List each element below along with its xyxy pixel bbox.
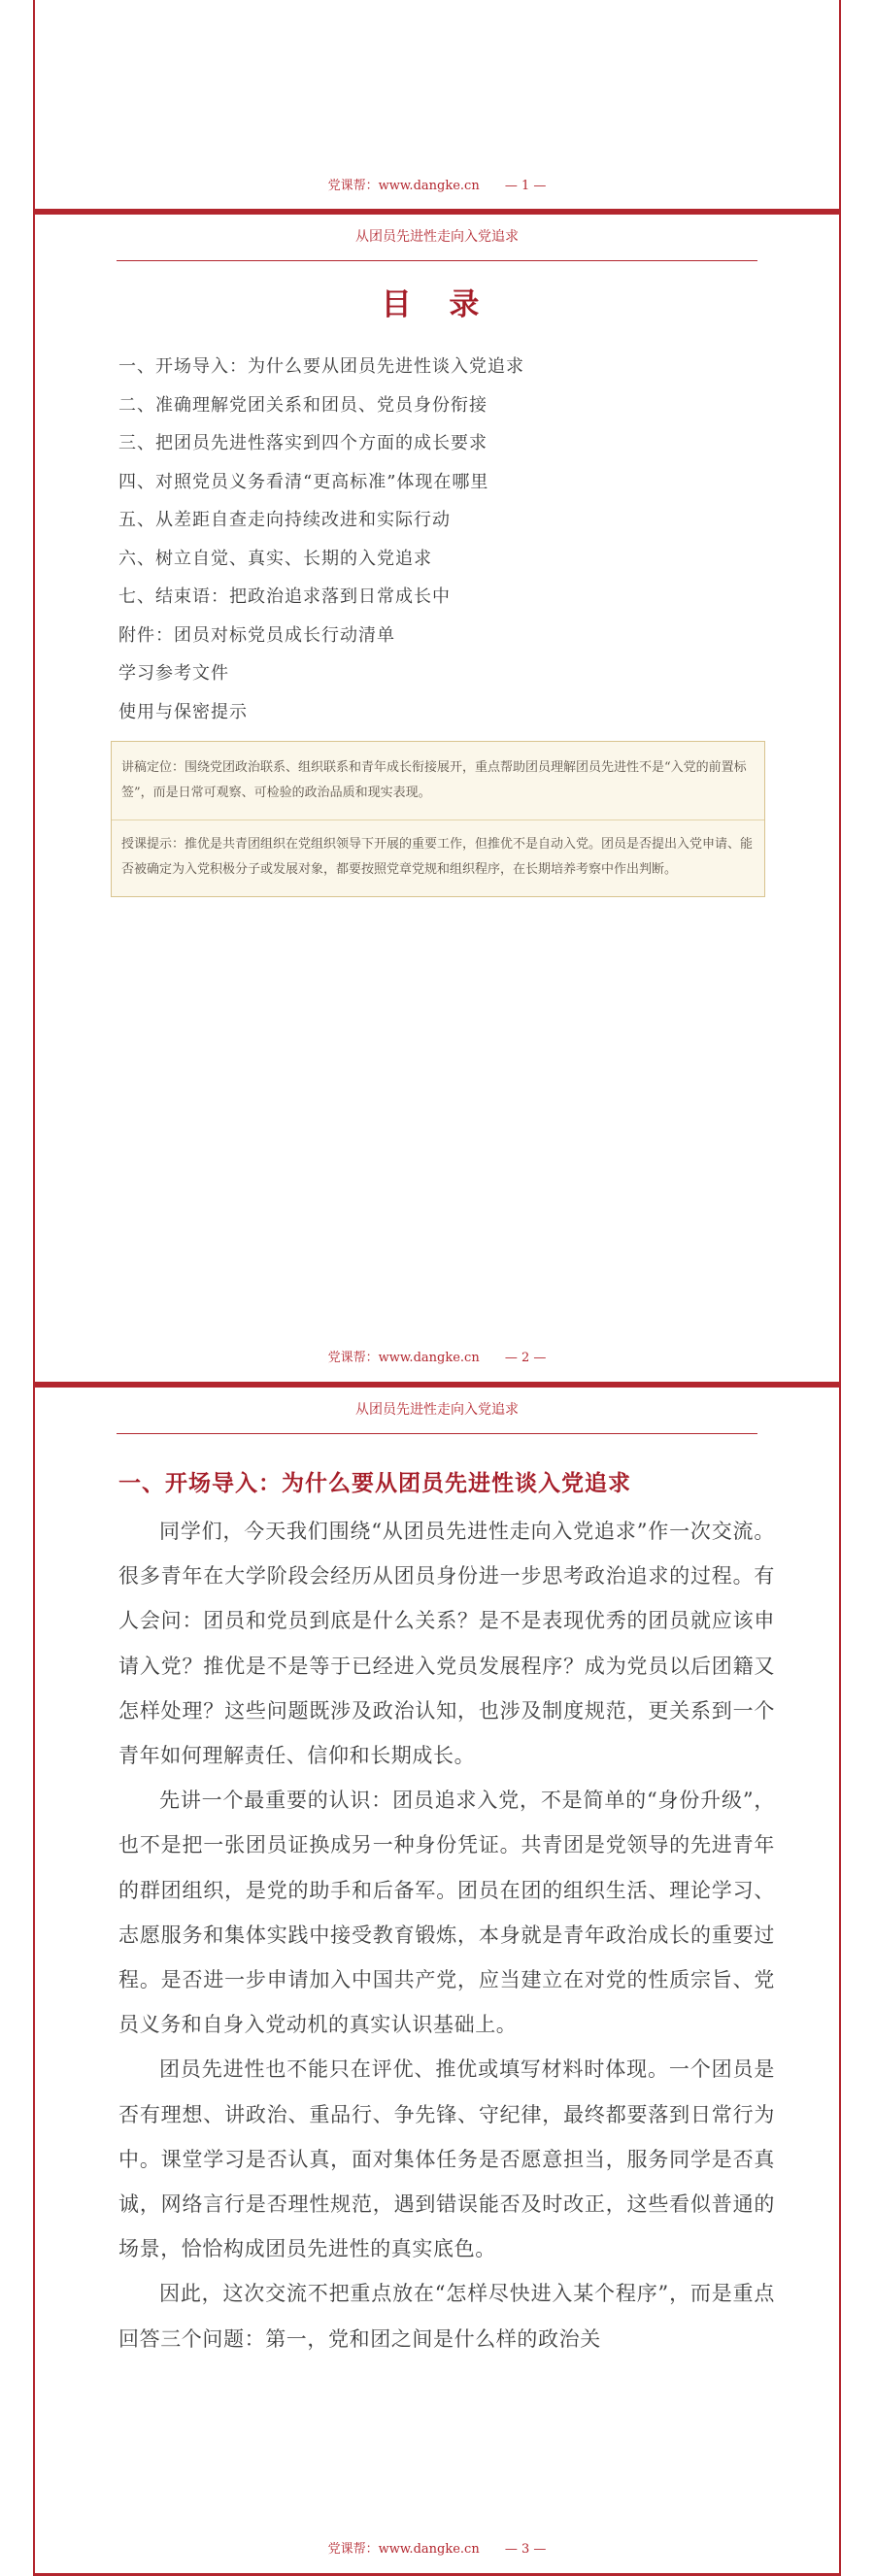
footer-site: 党课帮：www.dangke.cn [327,2542,480,2557]
running-head: 从团员先进性走向入党追求 [117,212,757,261]
page-3 [33,1385,841,2576]
toc-item[interactable]: 五、从差距自查走向持续改进和实际行动 [118,510,451,530]
paragraph: 先讲一个最重要的认识：团员追求入党，不是简单的“身份升级”，也不是把一张团员证换成另一种身份凭证。共青团是党领导的先进青年的群团组织，是党的助手和后备军。团员在团的组织生活、理论学习、志愿服务和集体实践中接受教育锻炼，本身就是青年政治成长的重要过程。是否进一步申请加入中国共产党，应当建立在对党的性质宗旨、党员义务和自身入党动机的真实认识基础上。 [118,1789,775,2037]
page-footer [35,2538,839,2557]
footer-page-number: — 2 — [504,1351,547,1365]
toc-item[interactable]: 二、准确理解党团关系和团员、党员身份衔接 [118,394,487,416]
footer-site: 党课帮：www.dangke.cn [327,179,480,193]
toc-item[interactable]: 七、结束语：把政治追求落到日常成长中 [118,586,451,607]
page-1 [33,0,841,212]
footer-site: 党课帮：www.dangke.cn [327,1351,480,1365]
toc-title: 目 录 [381,287,493,322]
paragraph: 因此，这次交流不把重点放在“怎样尽快进入某个程序”，而是重点回答三个问题：第一，党和团之间是什么样的政治关 [118,2282,775,2351]
section-body [118,1509,775,2361]
page-footer [35,175,839,193]
toc-item[interactable]: 三、把团员先进性落实到四个方面的成长要求 [118,433,487,453]
note-positioning: 讲稿定位：围绕党团政治联系、组织联系和青年成长衔接展开，重点帮助团员理解团员先进性不是“入党的前置标签”，而是日常可观察、可检验的政治品质和现实表现。 [121,760,747,800]
page-footer [35,1347,839,1365]
toc-item[interactable]: 学习参考文件 [118,663,229,684]
section-title: 一、开场导入：为什么要从团员先进性谈入党追求 [118,1471,631,1496]
toc-item[interactable]: 六、树立自觉、真实、长期的入党追求 [118,548,432,569]
footer-page-number: — 3 — [504,2542,547,2557]
toc-item[interactable]: 一、开场导入：为什么要从团员先进性谈入党追求 [118,356,524,377]
lecture-notes-box [111,741,765,897]
running-head: 从团员先进性走向入党追求 [117,1385,757,1434]
note-teaching-tips: 授课提示：推优是共青团组织在党组织领导下开展的重要工作，但推优不是自动入党。团员是否提出入党申请、能否被确定为入党积极分子或发展对象，都要按照党章党规和组织程序，在长期培养考察中作出判断。 [112,820,764,896]
toc-item[interactable]: 附件：团员对标党员成长行动清单 [118,624,395,646]
footer-page-number: — 1 — [504,179,547,193]
toc-item[interactable]: 使用与保密提示 [118,701,248,722]
paragraph: 同学们，今天我们围绕“从团员先进性走向入党追求”作一次交流。很多青年在大学阶段会经历从团员身份进一步思考政治追求的过程。有人会问：团员和党员到底是什么关系？是不是表现优秀的团员就应该申请入党？推优是不是等于已经进入党员发展程序？成为党员以后团籍又怎样处理？这些问题既涉及政治认知，也涉及制度规范，更关系到一个青年如何理解责任、信仰和长期成长。 [118,1520,775,1768]
toc-item[interactable]: 四、对照党员义务看清“更高标准”体现在哪里 [118,471,489,492]
paragraph: 团员先进性也不能只在评优、推优或填写材料时体现。一个团员是否有理想、讲政治、重品行、争先锋、守纪律，最终都要落到日常行为中。课堂学习是否认真，面对集体任务是否愿意担当，服务同学是否真诚，网络言行是否理性规范，遇到错误能否及时改正，这些看似普通的场景，恰恰构成团员先进性的真实底色。 [118,2057,775,2261]
page-2 [33,212,841,1385]
toc-list [118,348,524,731]
